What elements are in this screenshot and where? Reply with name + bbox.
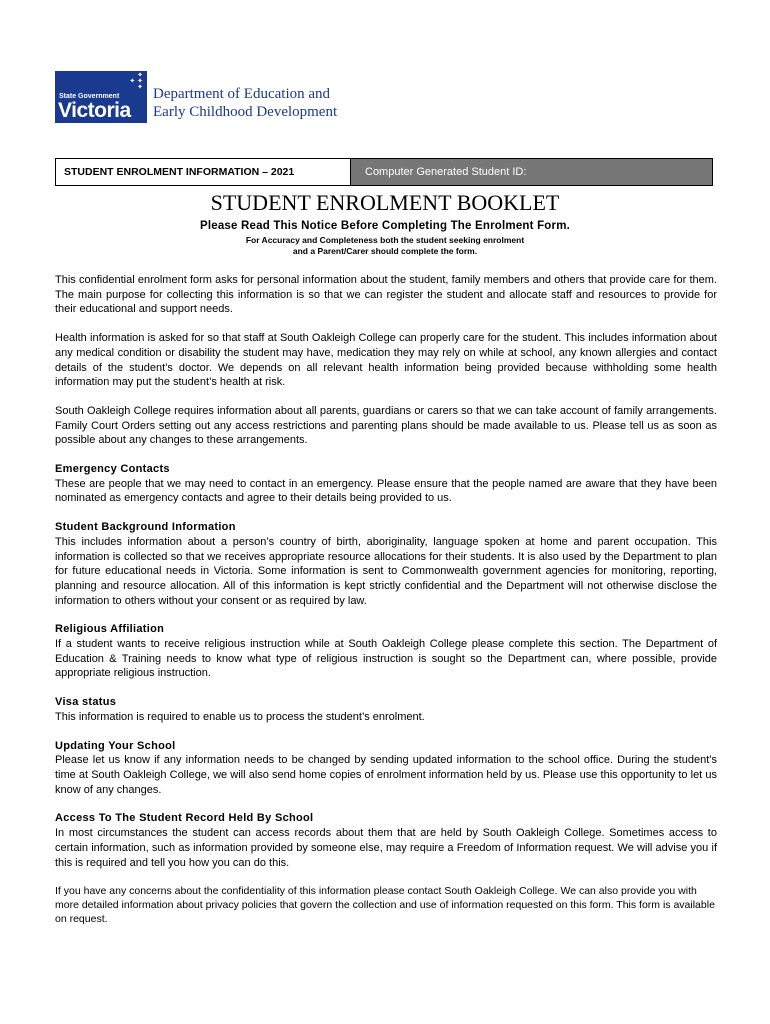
enrolment-header-box — [55, 158, 713, 186]
logo-victoria: Victoria — [58, 99, 131, 122]
intro-paragraph-2: Health information is asked for so that staff at South Oakleigh College can properly care for the student. This includes information about any medical condition or disability the student may have, medication they may rely on while at school, any known allergies and contact details of the student’s doctor. We depends on all relevant health information being provided because withholding some health information may put the student’s health at risk. — [55, 332, 717, 389]
department-name-line1: Department of Education and — [153, 86, 331, 102]
southern-cross-icon: ✦ ✦ ✦ ✦ — [129, 72, 143, 91]
section-heading: Visa status — [55, 696, 117, 709]
student-id-field[interactable]: Computer Generated Student ID: — [351, 159, 712, 185]
subnote-line1: For Accuracy and Completeness both the student seeking enrolment — [245, 235, 525, 245]
section-text: In most circumstances the student can access records about them that are held by South Oakleigh College. Sometimes access to certain information, such as information provided by someone else, may require a Freedom of Information request. We will advise you if this is required and tell you how you can do this. — [55, 827, 717, 869]
section-heading: Emergency Contacts — [55, 463, 170, 476]
section-updating-school — [55, 739, 717, 798]
section-religious-affiliation — [55, 622, 717, 681]
section-text: These are people that we may need to contact in an emergency. Please ensure that the people named are aware that they have been nominated as emergency contacts and agree to their details being provided to us. — [55, 477, 717, 505]
section-heading: Updating Your School — [55, 739, 176, 752]
closing-paragraph: If you have any concerns about the confidentiality of this information please contact South Oakleigh College. We can also provide you with more detailed information about privacy policies that govern the collection and use of information requested on this form. This form is available on request. — [55, 885, 715, 926]
booklet-body — [55, 273, 717, 940]
section-heading: Religious Affiliation — [55, 623, 165, 636]
notice-subnote — [0, 235, 770, 257]
intro-paragraph-1: This confidential enrolment form asks for personal information about the student, family members and others that provide care for them. The main purpose for collecting this information is so that we can register the student and allocate staff and resources to provide for their educational and support needs. — [55, 274, 717, 316]
section-text: This information is required to enable us to process the student’s enrolment. — [55, 710, 425, 723]
page-title: STUDENT ENROLMENT BOOKLET — [210, 190, 560, 215]
subnote-line2: and a Parent/Carer should complete the form. — [292, 246, 478, 256]
section-emergency-contacts — [55, 462, 717, 506]
department-name-line2: Early Childhood Development — [153, 104, 338, 120]
intro-paragraph-3: South Oakleigh College requires information about all parents, guardians or carers so that we can take account of family arrangements. Family Court Orders setting out any access restrictions and parenting plans should be made available to us. Please tell us as soon as possible about any changes to these arrangements. — [55, 404, 717, 447]
section-text: If a student wants to receive religious instruction while at South Oakleigh College please complete this section. The Department of Education & Training needs to know what type of religious instruction is sought so the Department can, where possible, provide appropriate religious instruction. — [55, 638, 717, 680]
section-student-background — [55, 520, 717, 608]
section-text: Please let us know if any information needs to be changed by sending updated information to the school office. During the student’s time at South Oakleigh College, we will also send home copies of enrolment information held by us. Please use this opportunity to let us know of any changes. — [55, 754, 717, 796]
department-name — [153, 85, 337, 121]
section-heading: Access To The Student Record Held By School — [55, 812, 314, 825]
section-visa-status — [55, 695, 717, 724]
section-access-record — [55, 811, 717, 870]
enrolment-info-label: STUDENT ENROLMENT INFORMATION – 2021 — [56, 159, 351, 185]
logo-state-government: State Government — [59, 93, 120, 100]
notice-subtitle: Please Read This Notice Before Completing The Enrolment Form. — [199, 220, 571, 232]
section-heading: Student Background Information — [55, 521, 236, 534]
victoria-logo-mark — [55, 71, 147, 123]
department-logo — [55, 71, 340, 123]
section-text: This includes information about a person’s country of birth, aboriginality, language spoken at home and parent occupation. This information is collected so that we receives appropriate resource allocations for their students. It is also used by the Department to plan for future educational needs in Victoria. Some information is sent to Commonwealth government agencies for monitoring, reporting, planning and resource allocation. All of this information is kept strictly confidential and the Department will not otherwise disclose the information to others without your consent or as required by law. — [55, 535, 717, 607]
